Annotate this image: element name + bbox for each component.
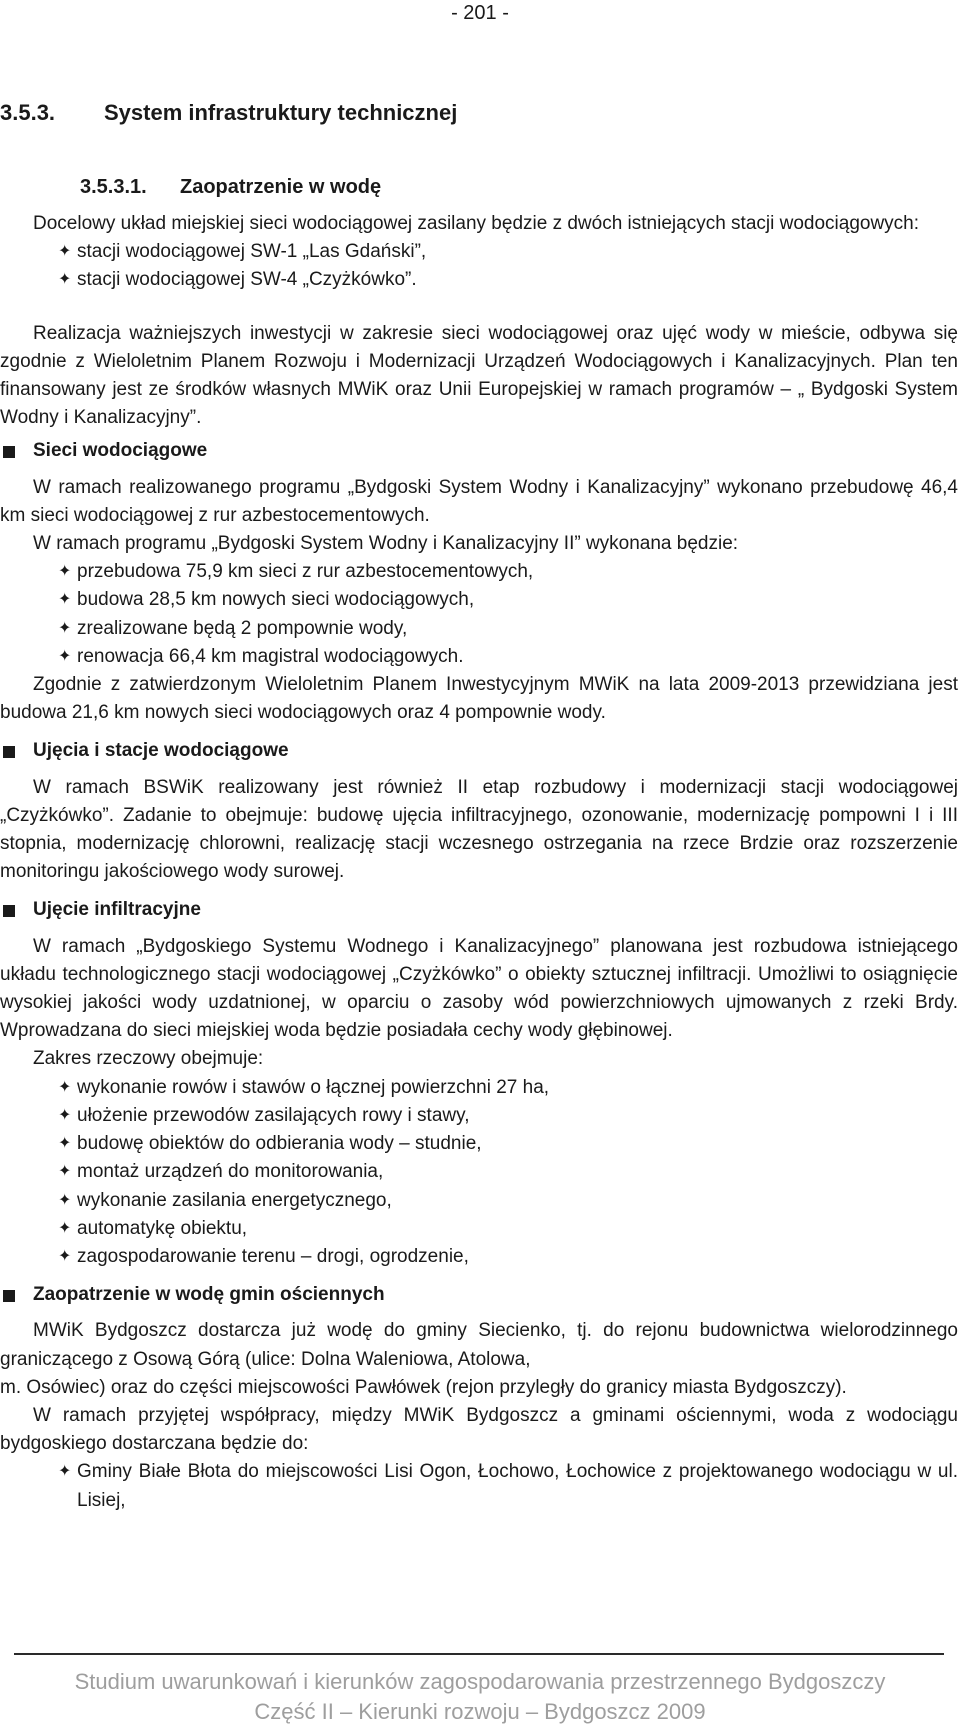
- footer-line-1: Studium uwarunkowań i kierunków zagospodarowania przestrzennego Bydgoszczy: [74, 1669, 886, 1694]
- subsection-number: 3.5.3.1.: [80, 176, 147, 198]
- infiltracyjne-paragraph-1: W ramach „Bydgoskiego Systemu Wodnego i Kanalizacyjnego” planowana jest rozbudowa istniejącego układu technologicznego stacji wodociągowej „Czyżkówko” o obiekty sztucznej infiltracji. Umożliwi to osiągnięcie wysokiej jakości wody uzdatnionej, w oparciu o zasoby wód powierzchniowych ujmowanych z rzeki Brdy. Wprowadzana do sieci miejskiej woda będzie posiadała cechy wody głębinowej.: [0, 935, 958, 1042]
- sieci-list: [0, 558, 958, 671]
- document-body: [0, 210, 958, 1515]
- square-bullet-icon: [3, 446, 15, 458]
- bullet-icon: ✦: [58, 243, 72, 261]
- section-heading: [0, 100, 457, 126]
- gminy-paragraph-2: W ramach przyjętej współpracy, między MWiK Bydgoszcz a gminami ościennymi, woda z wodociągu bydgoskiego dostarczana będzie do:: [0, 1404, 958, 1455]
- list-item: ✦ budowa 28,5 km nowych sieci wodociągowych,: [0, 586, 958, 614]
- square-bullet-icon: [3, 905, 15, 917]
- footer-line-2: Część II – Kierunki rozwoju – Bydgoszcz 2009: [254, 1699, 706, 1724]
- subsection-heading: [80, 176, 381, 199]
- bullet-icon: ✦: [58, 563, 72, 581]
- gminy-paragraph-1a: MWiK Bydgoszcz dostarcza już wodę do gminy Siecienko, tj. do rejonu budownictwa wielorodzinnego graniczącego z Osową Górą (ulice: Dolna Waleniowa, Atolowa,: [0, 1320, 958, 1370]
- list-item: ✦ stacji wodociągowej SW-1 „Las Gdański”,: [0, 238, 958, 266]
- heading-ujecie-infiltracyjne: Ujęcie infiltracyjne: [0, 896, 958, 924]
- gminy-list: [0, 1458, 958, 1514]
- footer-divider: [14, 1653, 944, 1655]
- section-number: 3.5.3.: [0, 100, 56, 125]
- bullet-icon: ✦: [58, 1247, 72, 1265]
- infiltracyjne-paragraph-2: Zakres rzeczowy obejmuje:: [33, 1048, 264, 1070]
- bullet-icon: ✦: [58, 1191, 72, 1209]
- intro-paragraph: Docelowy układ miejskiej sieci wodociągowej zasilany będzie z dwóch istniejących stacji wodociągowych:: [33, 213, 920, 234]
- list-item: ✦ zagospodarowanie terenu – drogi, ogrodzenie,: [0, 1243, 958, 1271]
- investment-paragraph: Realizacja ważniejszych inwestycji w zakresie sieci wodociągowej oraz ujęć wody w mieście, odbywa się zgodnie z Wieloletnim Planem Rozwoju i Modernizacji Urządzeń Wodociągowych i Kanalizacyjnych. Plan ten finansowany jest ze środków własnych MWiK oraz Unii Europejskiej w ramach programów – „ Bydgoski System Wodny i Kanalizacyjny”.: [0, 322, 958, 429]
- infiltracyjne-list: [0, 1074, 958, 1271]
- list-item: ✦ przebudowa 75,9 km sieci z rur azbestocementowych,: [0, 558, 958, 586]
- page-number: - 201 -: [451, 2, 509, 24]
- bullet-icon: ✦: [58, 1135, 72, 1153]
- bullet-icon: ✦: [58, 1106, 72, 1124]
- square-bullet-icon: [3, 746, 15, 758]
- ujecia-paragraph: W ramach BSWiK realizowany jest również II etap rozbudowy i modernizacji stacji wodociągowej „Czyżkówko”. Zadanie to obejmuje: budowę ujęcia infiltracyjnego, ozonowanie, modernizację pompowni I i III stopnia, modernizację chlorowni, realizację stacji wczesnego ostrzegania na rzece Brdzie oraz rozszerzenie monitoringu jakościowego wody surowej.: [0, 776, 958, 883]
- list-item: ✦ automatykę obiektu,: [0, 1215, 958, 1243]
- bullet-icon: ✦: [58, 591, 72, 609]
- heading-zaopatrzenie-gmin: Zaopatrzenie w wodę gmin ościennych: [0, 1281, 958, 1309]
- list-item: ✦ stacji wodociągowej SW-4 „Czyżkówko”.: [0, 266, 958, 294]
- subsection-title: Zaopatrzenie w wodę: [180, 176, 382, 198]
- list-item: ✦ wykonanie rowów i stawów o łącznej powierzchni 27 ha,: [0, 1074, 958, 1102]
- bullet-icon: ✦: [58, 619, 72, 637]
- heading-sieci-wodociagowe: Sieci wodociągowe: [0, 437, 958, 465]
- bullet-icon: ✦: [58, 271, 72, 289]
- heading-ujecia-i-stacje: Ujęcia i stacje wodociągowe: [0, 737, 958, 765]
- page-footer: [0, 1653, 960, 1727]
- list-item: ✦ renowacja 66,4 km magistral wodociągowych.: [0, 643, 958, 671]
- bullet-icon: ✦: [58, 647, 72, 665]
- list-item: ✦ Gminy Białe Błota do miejscowości Lisi Ogon, Łochowo, Łochowice z projektowanego wodociągu w ul. Lisiej,: [0, 1458, 958, 1514]
- list-item: ✦ ułożenie przewodów zasilających rowy i stawy,: [0, 1102, 958, 1130]
- sieci-paragraph-3: Zgodnie z zatwierdzonym Wieloletnim Planem Inwestycyjnym MWiK na lata 2009-2013 przewidziana jest budowa 21,6 km nowych sieci wodociągowych oraz 4 pompownie wody.: [0, 674, 958, 724]
- bullet-icon: ✦: [58, 1078, 72, 1096]
- gminy-paragraph-1b: m. Osówiec) oraz do części miejscowości Pawłówek (rejon przyległy do granicy miasta Bydgoszczy).: [0, 1376, 847, 1398]
- list-item: ✦ budowę obiektów do odbierania wody – studnie,: [0, 1130, 958, 1158]
- square-bullet-icon: [3, 1290, 15, 1302]
- list-item: ✦ zrealizowane będą 2 pompownie wody,: [0, 615, 958, 643]
- bullet-icon: ✦: [58, 1219, 72, 1237]
- intro-list: [0, 238, 958, 294]
- section-title: System infrastruktury technicznej: [104, 100, 458, 125]
- sieci-paragraph-2: W ramach programu „Bydgoski System Wodny i Kanalizacyjny II” wykonana będzie:: [33, 533, 739, 555]
- list-item: ✦ montaż urządzeń do monitorowania,: [0, 1158, 958, 1186]
- list-item: ✦ wykonanie zasilania energetycznego,: [0, 1187, 958, 1215]
- bullet-icon: ✦: [58, 1163, 72, 1181]
- sieci-paragraph-1: W ramach realizowanego programu „Bydgoski System Wodny i Kanalizacyjny” wykonano przebudowę 46,4 km sieci wodociągowej z rur azbestocementowych.: [0, 476, 958, 526]
- bullet-icon: ✦: [58, 1463, 72, 1481]
